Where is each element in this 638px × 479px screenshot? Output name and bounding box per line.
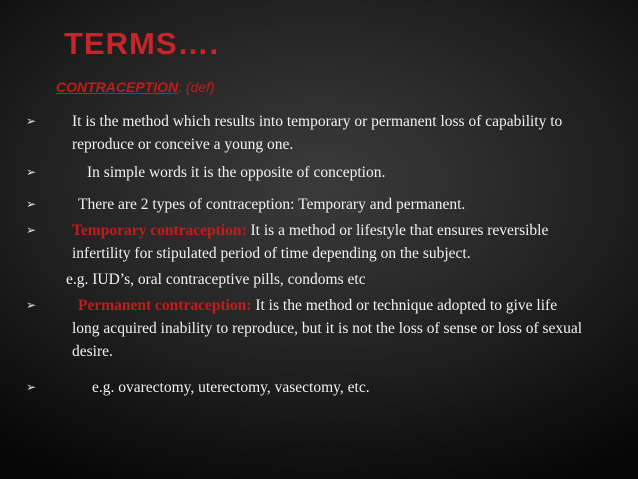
bullet-item	[26, 294, 586, 363]
bullet-text: It is the method which results into temporary or permanent loss of capability to reproduce or conceive a young one.	[72, 113, 563, 153]
definition-term: CONTRACEPTION	[56, 79, 179, 95]
bullet-text: In simple words it is the opposite of conception.	[87, 164, 386, 181]
arrow-bullet-icon: ➢	[26, 197, 37, 211]
bullet-item	[26, 193, 586, 216]
example-line	[26, 268, 586, 291]
bullet-highlight: Permanent contraception:	[78, 297, 252, 314]
arrow-bullet-icon: ➢	[26, 223, 37, 237]
bullet-item	[26, 110, 586, 156]
bullet-text: It is the method or technique adopted to give life long acquired inability to reproduce, but it is not the loss of sense or loss of sexual desire.	[72, 297, 583, 360]
arrow-bullet-icon: ➢	[26, 380, 37, 394]
definition-heading	[56, 80, 215, 94]
arrow-bullet-icon: ➢	[26, 165, 37, 179]
bullet-list	[26, 110, 586, 399]
definition-suffix: : (def)	[178, 79, 215, 95]
bullet-item	[26, 219, 586, 265]
bullet-text: There are 2 types of contraception: Temporary and permanent.	[78, 196, 466, 213]
arrow-bullet-icon: ➢	[26, 114, 37, 128]
slide-title: TERMS….	[64, 26, 220, 61]
bullet-text: It is a method or lifestyle that ensures reversible infertility for stipulated period of time depending on the subject.	[72, 222, 549, 262]
bullet-item	[26, 161, 586, 184]
arrow-bullet-icon: ➢	[26, 298, 37, 312]
bullet-highlight: Temporary contraception:	[72, 222, 247, 239]
bullet-text: e.g. ovarectomy, uterectomy, vasectomy, etc.	[92, 379, 370, 396]
example-text: e.g. IUD’s, oral contraceptive pills, condoms etc	[66, 271, 366, 288]
bullet-item	[26, 376, 586, 399]
